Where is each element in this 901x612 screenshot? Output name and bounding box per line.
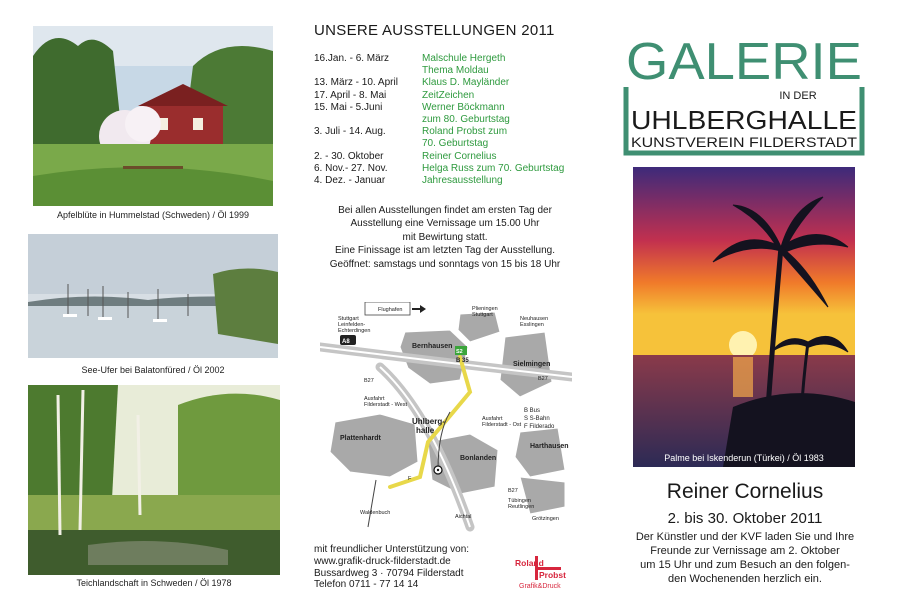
map-label-ausfahrt-ost-sub: Filderstadt - Ost (482, 422, 522, 428)
map-label-ausfahrt-west-sub: Filderstadt - West (364, 402, 407, 408)
map-label-f: F (408, 476, 412, 482)
exhibition-row: 2. - 30. Oktober Reiner Cornelius (314, 150, 497, 162)
logo-club: KUNSTVEREIN FILDERSTADT (631, 134, 858, 150)
map-label-tuebingen: Tübingen (508, 498, 531, 504)
exhibitions-list (314, 53, 564, 187)
map-label-bonlanden: Bonlanden (460, 455, 497, 462)
map-legend-filderado: F Filderado (524, 424, 555, 430)
map-label-uhlberghalle: Uhlberg- (412, 417, 445, 426)
map-label-harthausen: Harthausen (530, 443, 569, 450)
map-label-a8: A8 (342, 339, 350, 345)
map-label-neuhausen: Neuhausen (520, 316, 549, 322)
map-area-harthausen (515, 428, 565, 477)
caption-apple-blossom: Apfelblüte in Hummelstad (Schweden) / Öl 1999 (56, 210, 250, 220)
exhibition-row: 70. Geburtstag (422, 138, 489, 150)
map-label-waldenbuch: Waldenbuch (360, 510, 391, 516)
painting-palm-sunset (633, 167, 855, 467)
map-label-stuttgart-sub1: Leinfelden- (338, 322, 366, 328)
exhibition-row: 6. Nov.- 27. Nov. Helga Russ zum 70. Geburtstag (314, 162, 565, 174)
painting-pond-landscape (28, 385, 280, 575)
map-label-plieningen-sub: Stuttgart (472, 312, 493, 318)
painting-apple-blossom (33, 26, 273, 206)
exhibition-row: 15. Mai - 5.Juni Werner Böckmann (314, 101, 505, 113)
caption-palm-sunset: Palme bei Iskenderun (Türkei) / Öl 1983 (664, 453, 824, 463)
svg-text:Roland: Roland (515, 558, 544, 568)
map-label-b27-east: B27 (538, 376, 548, 382)
map-label-bernhausen: Bernhausen (412, 343, 453, 350)
location-map (320, 302, 572, 532)
exhibition-row: 17. April - 8. Mai ZeitZeichen (314, 89, 475, 101)
map-label-s2: S2 (456, 349, 463, 355)
exhibition-row: Thema Moldau (422, 65, 489, 77)
map-label-b27-south: B27 (508, 488, 518, 494)
sponsor-info: mit freundlicher Unterstützung von: www.grafik-druck-filderstadt.de Bussardweg 3 · 70794 Filderstadt Telefon 0711 - 77 14 14 (314, 544, 470, 591)
map-area-plattenhardt (330, 414, 418, 477)
map-label-sielmingen: Sielmingen (513, 361, 551, 368)
sponsor-logo (513, 553, 568, 591)
exhibition-row: 16.Jan. - 6. März Malschule Hergeth (314, 53, 506, 64)
logo-in-der: IN DER (779, 90, 817, 102)
map-label-reutlingen: Reutlingen (508, 504, 535, 510)
caption-lake-shore: See-Ufer bei Balatonfüred / Öl 2002 (81, 365, 225, 375)
svg-text:Probst: Probst (539, 570, 566, 580)
map-label-b27-west: B27 (364, 378, 374, 384)
map-label-plattenhardt: Plattenhardt (340, 435, 381, 442)
map-label-stuttgart: Stuttgart (338, 316, 359, 322)
caption-pond-landscape: Teichlandschaft in Schweden / Öl 1978 (76, 578, 232, 588)
logo-title: GALERIE (626, 33, 862, 91)
painting-lake-shore (28, 234, 278, 358)
galerie-logo (620, 27, 868, 159)
map-label-aichtal: Aichtal (455, 514, 472, 520)
sponsor-website: www.grafik-druck-filderstadt.de (314, 555, 451, 567)
exhibition-row: 3. Juli - 14. Aug. Roland Probst zum (314, 126, 508, 138)
map-label-groetzingen: Grötzingen (532, 516, 559, 522)
exhibitions-title: UNSERE AUSSTELLUNGEN 2011 (314, 22, 555, 39)
map-label-ausfahrt-ost: Ausfahrt (482, 416, 503, 422)
map-legend-sbahn: S S-Bahn (524, 416, 550, 422)
exhibition-row: zum 80. Geburtstag (422, 114, 510, 126)
map-label-uhlberghalle-sub: halle (416, 426, 435, 435)
map-label-neuhausen-sub: Esslingen (520, 322, 544, 328)
invitation-text: Der Künstler und der KVF laden Sie und Ihre Freunde zur Vernissage am 2. Oktober um 15 Uhr und zum Besuch an den folgen- den Wochenenden herzlich ein. (635, 531, 855, 585)
opening-info: Bei allen Ausstellungen findet am ersten Tag der Ausstellung eine Vernissage um 15.00 Uhr mit Bewirtung statt. Eine Finissage ist am letzten Tag der Ausstellung. Geöffnet: samstags und sonntags von 15 bis 18 Uhr (329, 205, 561, 270)
map-label-b35: B 35 (456, 358, 469, 364)
map-label-plieningen: Plieningen (472, 306, 498, 312)
exhibition-row: 13. März - 10. April Klaus D. Mayländer (314, 77, 510, 89)
map-legend-bus: B Bus (524, 408, 541, 414)
artist-name: Reiner Cornelius (666, 480, 824, 503)
map-label-stuttgart-sub2: Echterdingen (338, 328, 371, 334)
svg-text:Grafik&Druck: Grafik&Druck (519, 583, 561, 590)
map-label-flughafen: Flughafen (378, 307, 403, 313)
logo-hall: UHLBERGHALLE (631, 105, 857, 135)
map-label-ausfahrt-west: Ausfahrt (364, 396, 385, 402)
exhibition-dates: 2. bis 30. Oktober 2011 (667, 510, 823, 527)
exhibition-row: 4. Dez. - Januar Jahresausstellung (314, 175, 503, 187)
